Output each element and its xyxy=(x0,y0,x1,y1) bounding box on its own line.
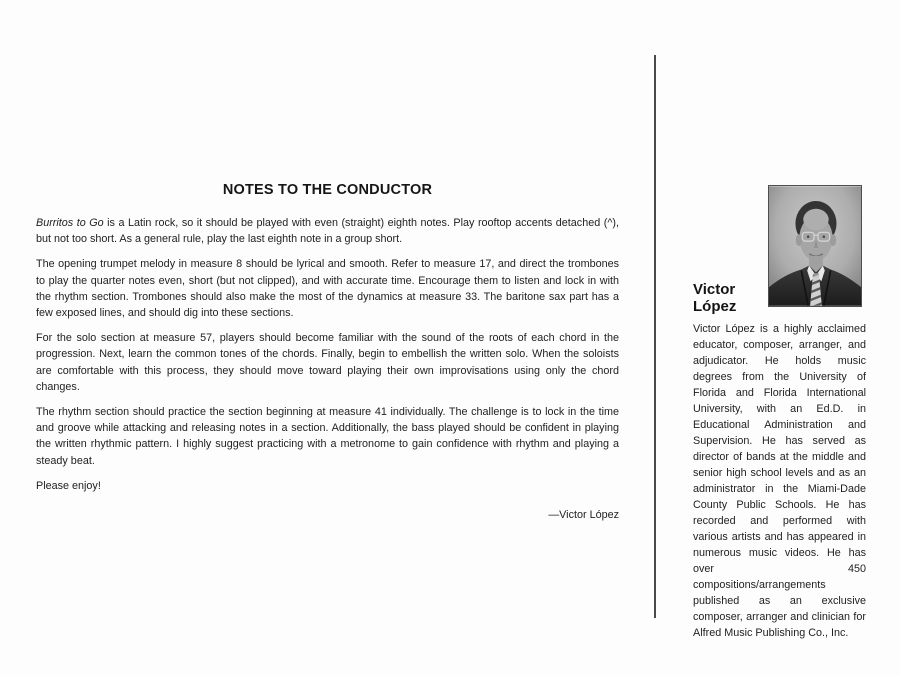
section-divider xyxy=(654,55,656,618)
author-signature: —Victor López xyxy=(548,509,619,522)
notes-column xyxy=(36,182,619,532)
paragraph-intro xyxy=(36,215,619,247)
paragraph-rhythm-section: The rhythm section should practice the section beginning at measure 41 individually. The challenge is to lock in the time and groove while attacking and releasing notes in a section. Additionally, the bass played should be confident in playing the written rhythmic pattern. I highly suggest practicing with a metronome to gain confidence with rhythm and playing a steady beat. xyxy=(36,406,619,467)
author-first-name: Victor xyxy=(693,281,736,298)
paragraph-melody: The opening trumpet melody in measure 8 should be lyrical and smooth. Refer to measure 17, and direct the trombones to play the quarter notes even, short (but not clipped), and with accurate time. Encourage them to listen and lock in with the rhythm section. Trombones should also make the most of the dynamics at measure 33. The baritone sax part has a few exposed lines, and should dig into these sections. xyxy=(36,258,619,320)
author-name xyxy=(693,281,736,315)
work-title-italic: Burritos to Go xyxy=(36,217,104,229)
closing-line: Please enjoy! xyxy=(36,479,101,492)
author-photo xyxy=(769,186,861,306)
page-title: NOTES TO THE CONDUCTOR xyxy=(222,182,433,198)
paragraph-intro-text: is a Latin rock, so it should be played with even (straight) eighth notes. Play rooftop accents detached (^), but not too short. As a general rule, play the last eighth note in a group short. xyxy=(36,217,619,246)
author-last-name: López xyxy=(693,298,737,315)
author-bio: Victor López is a highly acclaimed educator, composer, arranger, and adjudicator. He holds music degrees from the University of Florida and Florida International University, with an Ed.D. in Educational Administration and Supervision. He has served as director of bands at the middle and senior high school levels and as an administrator in the Miami-Dade County Public Schools. He has recorded and performed with various artists and has appeared in numerous music videos. He has over 450 compositions/arrangements published as an exclusive composer, arranger and clinician for Alfred Music Publishing Co., Inc. xyxy=(693,323,866,639)
author-photo-frame xyxy=(768,185,862,307)
paragraph-solo-section: For the solo section at measure 57, players should become familiar with the sound of the roots of each chord in the progression. Next, learn the common tones of the chords. Finally, begin to embellish the written solo. When the soloists are comfortable with this process, they should move toward playing their own improvisations using only the chord changes. xyxy=(36,332,619,393)
